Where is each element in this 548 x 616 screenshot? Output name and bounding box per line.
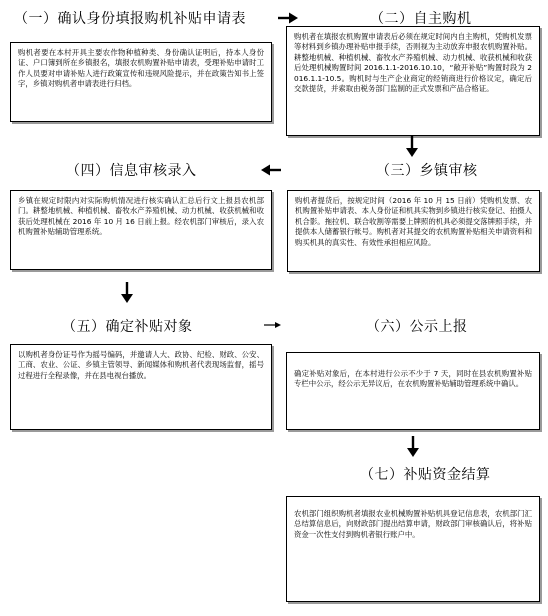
step6-title: （六）公示上报 — [366, 319, 468, 335]
step4-box: 乡镇在规定时限内对实际购机情况进行核实确认汇总后行文上报县农机部门。耕整地机械、种植机械、畜牧水产养殖机械、动力机械、收获机械和收获后处理机械在 2016 年 10 月 16 日前上报。经农机部门审核后，录入农机购置补贴辅助管理系统。 — [10, 190, 272, 270]
arrow-left-icon — [261, 164, 281, 176]
step5-title: （五）确定补贴对象 — [62, 319, 193, 335]
step2-title: （二）自主购机 — [370, 11, 472, 27]
step5-box: 以购机者身份证号作为摇号编码，并邀请人大、政协、纪检、财政、公安、工商、农业、公证、乡镇主管领导、新闻媒体和购机者代表现场监督，摇号过程进行全程录像，并在县电视台播放。 — [10, 344, 272, 430]
step7-box: 农机部门组织购机者填报农业机械购置补贴机具登记信息表，农机部门汇总结算信息后，向财政部门提出结算申请，财政部门审核确认后，将补贴资金一次性支付到购机者银行账户中。 — [286, 496, 540, 602]
arrow-down-icon — [120, 282, 134, 304]
arrow-down-icon — [406, 436, 420, 458]
step4-title: （四）信息审核录入 — [66, 163, 197, 179]
step1-title: （一）确认身份填报购机补贴申请表 — [14, 11, 246, 27]
step7-title: （七）补贴资金结算 — [360, 467, 491, 483]
arrow-down-icon — [405, 136, 419, 158]
arrow-right-thin-icon — [264, 320, 282, 330]
step2-box: 购机者在填报农机购置申请表后必须在规定时间内自主购机，凭购机发票等材料到乡镇办理补贴申报手续，否则视为主动放弃申报农机购置补贴。耕整地机械、种植机械、畜牧水产养殖机械、动力机械、收获机械和收获后处理机械购置时间 2016.1.1-2016.10.10，“敞开补贴”购置时段为 2016.1.1-10.5。购机时与生产企业商定的经销商进行价格议定，确定后交款提货，并索取由税务部门监制的正式发票和产品合格证。 — [286, 26, 540, 136]
step3-box: 购机者提货后，按规定时间（2016 年 10 月 15 日前）凭购机发票、农机购置补贴申请表、本人身份证和机具实物到乡镇进行核实登记、拍摄人机合影。拖拉机、联合收割等需要上牌照的机具必须提交落牌照手续，并提供本人储蓄银行帐号。购机者对其提交的农机购置补贴相关申请资料和购买机具的真实性、有效性承担相应风险。 — [287, 190, 540, 272]
step6-box: 确定补贴对象后，在本村进行公示不少于 7 天，同时在县农机购置补贴专栏中公示，经公示无异议后，在农机购置补贴辅助管理系统中确认。 — [286, 352, 540, 430]
step3-title: （三）乡镇审核 — [376, 163, 478, 179]
arrow-right-icon — [278, 12, 298, 24]
step1-box: 购机者要在本村开具主要农作物种植种类、身份确认证明后，持本人身份证、户口簿到所在乡镇报名，填报农机购置补贴申请表，受理补贴申请时工作人员要对申请补贴人进行政策宣传和违规风险提示，并在政策告知书上签字，乡镇对购机者申请表进行归档。 — [10, 42, 272, 122]
